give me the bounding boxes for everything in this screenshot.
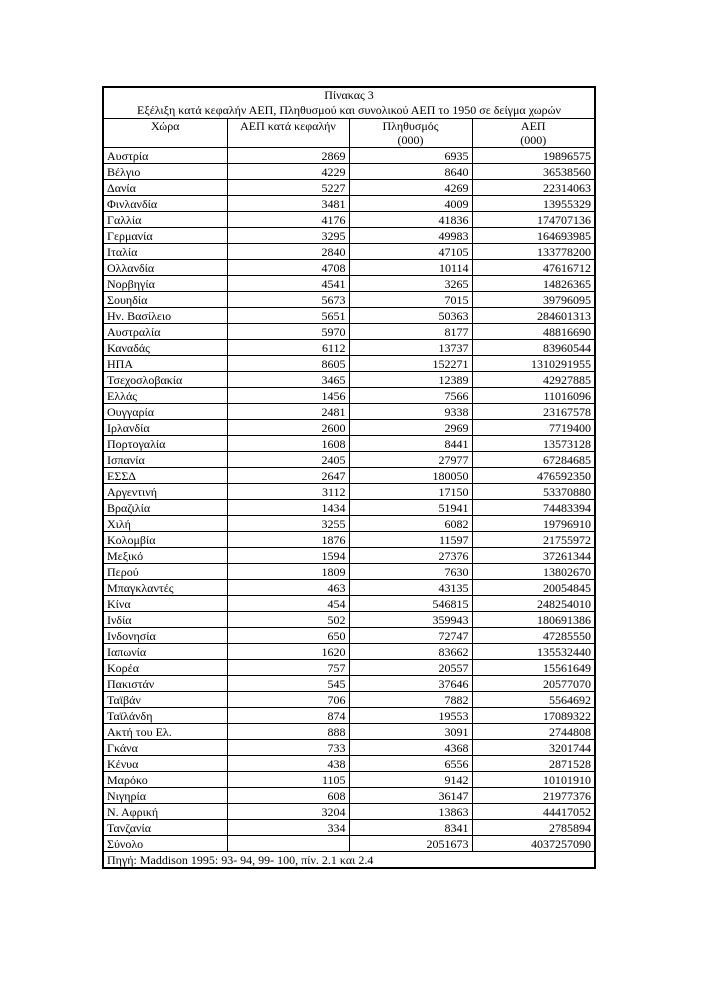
table-row	[103, 532, 595, 548]
population-cell: 27376	[349, 548, 472, 564]
gdp-cell: 44417052	[472, 804, 595, 820]
country-cell: Ισπανία	[103, 452, 227, 468]
total-gdp: 4037257090	[472, 836, 595, 852]
country-cell: Γκάνα	[103, 740, 227, 756]
gdp-cell: 83960544	[472, 340, 595, 356]
population-cell: 3265	[349, 276, 472, 292]
gdp-per-capita-cell: 2600	[227, 420, 349, 436]
country-cell: Γερμανία	[103, 228, 227, 244]
table-row	[103, 516, 595, 532]
population-cell: 72747	[349, 628, 472, 644]
table-caption-row	[103, 87, 595, 119]
population-cell: 2969	[349, 420, 472, 436]
gdp-per-capita-cell: 5227	[227, 180, 349, 196]
table-row	[103, 756, 595, 772]
header-gdp-per-capita: ΑΕΠ κατά κεφαλήν	[227, 119, 349, 148]
table-row	[103, 452, 595, 468]
country-cell: Νιγηρία	[103, 788, 227, 804]
gdp-per-capita-cell: 1105	[227, 772, 349, 788]
gdp-per-capita-cell: 2647	[227, 468, 349, 484]
population-cell: 359943	[349, 612, 472, 628]
population-cell: 13737	[349, 340, 472, 356]
country-cell: Κολομβία	[103, 532, 227, 548]
gdp-cell: 48816690	[472, 324, 595, 340]
gdp-cell: 10101910	[472, 772, 595, 788]
table-row	[103, 324, 595, 340]
country-cell: Νορβηγία	[103, 276, 227, 292]
gdp-cell: 13955329	[472, 196, 595, 212]
gdp-cell: 284601313	[472, 308, 595, 324]
gdp-cell: 19896575	[472, 148, 595, 164]
gdp-cell: 13802670	[472, 564, 595, 580]
table-row	[103, 644, 595, 660]
gdp-cell: 67284685	[472, 452, 595, 468]
table-row	[103, 692, 595, 708]
gdp-cell: 1310291955	[472, 356, 595, 372]
table-row	[103, 164, 595, 180]
gdp-per-capita-cell: 757	[227, 660, 349, 676]
total-population: 2051673	[349, 836, 472, 852]
table-row	[103, 660, 595, 676]
gdp-cell: 133778200	[472, 244, 595, 260]
table-row	[103, 708, 595, 724]
gdp-cell: 20577070	[472, 676, 595, 692]
country-cell: Μεξικό	[103, 548, 227, 564]
gdp-cell: 11016096	[472, 388, 595, 404]
country-cell: Κίνα	[103, 596, 227, 612]
header-gdp-unit: (000)	[520, 133, 547, 147]
gdp-population-table	[102, 86, 596, 869]
gdp-per-capita-cell: 5651	[227, 308, 349, 324]
table-caption	[103, 87, 595, 119]
header-population-label: Πληθυσμός	[382, 119, 439, 133]
population-cell: 27977	[349, 452, 472, 468]
table-row	[103, 308, 595, 324]
population-cell: 7015	[349, 292, 472, 308]
gdp-per-capita-cell: 2481	[227, 404, 349, 420]
header-population-unit: (000)	[397, 133, 424, 147]
source-note: Πηγή: Maddison 1995: 93- 94, 99- 100, πίν. 2.1 και 2.4	[103, 852, 595, 869]
gdp-per-capita-cell: 463	[227, 580, 349, 596]
gdp-per-capita-cell: 2405	[227, 452, 349, 468]
gdp-per-capita-cell: 1456	[227, 388, 349, 404]
table-row	[103, 196, 595, 212]
population-cell: 12389	[349, 372, 472, 388]
population-cell: 10114	[349, 260, 472, 276]
country-cell: Ιταλία	[103, 244, 227, 260]
gdp-cell: 47616712	[472, 260, 595, 276]
country-cell: Καναδάς	[103, 340, 227, 356]
gdp-cell: 47285550	[472, 628, 595, 644]
table-row	[103, 740, 595, 756]
table-row	[103, 548, 595, 564]
table-row	[103, 212, 595, 228]
table-subtitle: Εξέλιξη κατά κεφαλήν ΑΕΠ, Πληθυσμού και συνολικού ΑΕΠ το 1950 σε δείγμα χωρών	[137, 103, 561, 117]
table-row	[103, 500, 595, 516]
country-cell: Φινλανδία	[103, 196, 227, 212]
gdp-cell: 164693985	[472, 228, 595, 244]
gdp-per-capita-cell: 2840	[227, 244, 349, 260]
gdp-per-capita-cell: 545	[227, 676, 349, 692]
country-cell: Αυστρία	[103, 148, 227, 164]
gdp-per-capita-cell: 3112	[227, 484, 349, 500]
gdp-cell: 37261344	[472, 548, 595, 564]
table-row	[103, 244, 595, 260]
table-body	[103, 148, 595, 836]
table-row	[103, 596, 595, 612]
population-cell: 47105	[349, 244, 472, 260]
country-cell: Μπαγκλαντές	[103, 580, 227, 596]
gdp-per-capita-cell: 334	[227, 820, 349, 836]
gdp-cell: 53370880	[472, 484, 595, 500]
population-cell: 83662	[349, 644, 472, 660]
gdp-per-capita-cell: 2869	[227, 148, 349, 164]
gdp-per-capita-cell: 3465	[227, 372, 349, 388]
population-cell: 9142	[349, 772, 472, 788]
gdp-cell: 2785894	[472, 820, 595, 836]
gdp-cell: 2871528	[472, 756, 595, 772]
table-row	[103, 180, 595, 196]
gdp-per-capita-cell: 706	[227, 692, 349, 708]
gdp-cell: 17089322	[472, 708, 595, 724]
table-row	[103, 292, 595, 308]
table-row	[103, 804, 595, 820]
table-row	[103, 276, 595, 292]
population-cell: 20557	[349, 660, 472, 676]
table-row	[103, 772, 595, 788]
gdp-per-capita-cell: 5673	[227, 292, 349, 308]
header-gdp	[472, 119, 595, 148]
population-cell: 51941	[349, 500, 472, 516]
gdp-cell: 19796910	[472, 516, 595, 532]
gdp-cell: 42927885	[472, 372, 595, 388]
table-row	[103, 788, 595, 804]
gdp-cell: 74483394	[472, 500, 595, 516]
table-row	[103, 564, 595, 580]
population-cell: 50363	[349, 308, 472, 324]
country-cell: Βραζιλία	[103, 500, 227, 516]
table-title: Πίνακας 3	[324, 88, 374, 102]
gdp-per-capita-cell: 733	[227, 740, 349, 756]
population-cell: 4368	[349, 740, 472, 756]
gdp-cell: 248254010	[472, 596, 595, 612]
country-cell: Ολλανδία	[103, 260, 227, 276]
population-cell: 4269	[349, 180, 472, 196]
population-cell: 9338	[349, 404, 472, 420]
country-cell: Κένυα	[103, 756, 227, 772]
country-cell: Περού	[103, 564, 227, 580]
country-cell: ΗΠΑ	[103, 356, 227, 372]
gdp-cell: 39796095	[472, 292, 595, 308]
country-cell: Πακιστάν	[103, 676, 227, 692]
table-row	[103, 372, 595, 388]
table-row	[103, 484, 595, 500]
country-cell: Ν. Αφρική	[103, 804, 227, 820]
gdp-per-capita-cell: 608	[227, 788, 349, 804]
gdp-per-capita-cell: 502	[227, 612, 349, 628]
gdp-per-capita-cell: 888	[227, 724, 349, 740]
gdp-per-capita-cell: 5970	[227, 324, 349, 340]
gdp-per-capita-cell: 1608	[227, 436, 349, 452]
gdp-per-capita-cell: 438	[227, 756, 349, 772]
table-row	[103, 340, 595, 356]
gdp-per-capita-cell: 6112	[227, 340, 349, 356]
table-row	[103, 628, 595, 644]
country-cell: Ιαπωνία	[103, 644, 227, 660]
population-cell: 7630	[349, 564, 472, 580]
gdp-cell: 22314063	[472, 180, 595, 196]
gdp-cell: 135532440	[472, 644, 595, 660]
gdp-cell: 36538560	[472, 164, 595, 180]
country-cell: Ουγγαρία	[103, 404, 227, 420]
gdp-per-capita-cell: 3295	[227, 228, 349, 244]
country-cell: Βέλγιο	[103, 164, 227, 180]
gdp-per-capita-cell: 8605	[227, 356, 349, 372]
table-row	[103, 820, 595, 836]
country-cell: Ακτή του Ελ.	[103, 724, 227, 740]
gdp-per-capita-cell: 874	[227, 708, 349, 724]
population-cell: 8341	[349, 820, 472, 836]
gdp-per-capita-cell: 4541	[227, 276, 349, 292]
table-row	[103, 356, 595, 372]
country-cell: Τσεχοσλοβακία	[103, 372, 227, 388]
population-cell: 6556	[349, 756, 472, 772]
table-row	[103, 676, 595, 692]
country-cell: Ην. Βασίλειο	[103, 308, 227, 324]
gdp-cell: 21977376	[472, 788, 595, 804]
population-cell: 7566	[349, 388, 472, 404]
country-cell: Γαλλία	[103, 212, 227, 228]
population-cell: 8640	[349, 164, 472, 180]
population-cell: 17150	[349, 484, 472, 500]
gdp-cell: 14826365	[472, 276, 595, 292]
gdp-per-capita-cell: 4708	[227, 260, 349, 276]
country-cell: ΕΣΣΔ	[103, 468, 227, 484]
country-cell: Αυστραλία	[103, 324, 227, 340]
country-cell: Δανία	[103, 180, 227, 196]
population-cell: 180050	[349, 468, 472, 484]
population-cell: 4009	[349, 196, 472, 212]
gdp-per-capita-cell: 3204	[227, 804, 349, 820]
population-cell: 7882	[349, 692, 472, 708]
gdp-cell: 13573128	[472, 436, 595, 452]
population-cell: 37646	[349, 676, 472, 692]
gdp-cell: 15561649	[472, 660, 595, 676]
table-row	[103, 404, 595, 420]
country-cell: Τανζανία	[103, 820, 227, 836]
population-cell: 36147	[349, 788, 472, 804]
population-cell: 152271	[349, 356, 472, 372]
table-row	[103, 260, 595, 276]
country-cell: Σουηδία	[103, 292, 227, 308]
header-gdp-label: ΑΕΠ	[520, 119, 546, 133]
gdp-cell: 7719400	[472, 420, 595, 436]
table-row	[103, 580, 595, 596]
table-row	[103, 388, 595, 404]
gdp-cell: 21755972	[472, 532, 595, 548]
country-cell: Κορέα	[103, 660, 227, 676]
table-row	[103, 148, 595, 164]
gdp-per-capita-cell: 4176	[227, 212, 349, 228]
population-cell: 6935	[349, 148, 472, 164]
gdp-cell: 23167578	[472, 404, 595, 420]
gdp-cell: 2744808	[472, 724, 595, 740]
gdp-per-capita-cell: 1876	[227, 532, 349, 548]
population-cell: 8441	[349, 436, 472, 452]
country-cell: Ινδονησία	[103, 628, 227, 644]
population-cell: 3091	[349, 724, 472, 740]
source-row	[103, 852, 595, 869]
country-cell: Αργεντινή	[103, 484, 227, 500]
table-row	[103, 228, 595, 244]
population-cell: 546815	[349, 596, 472, 612]
table-row	[103, 420, 595, 436]
country-cell: Ταϊλάνδη	[103, 708, 227, 724]
table-row	[103, 436, 595, 452]
country-cell: Ιρλανδία	[103, 420, 227, 436]
country-cell: Ελλάς	[103, 388, 227, 404]
country-cell: Χιλή	[103, 516, 227, 532]
header-population	[349, 119, 472, 148]
table-row	[103, 612, 595, 628]
country-cell: Μαρόκο	[103, 772, 227, 788]
gdp-per-capita-cell: 650	[227, 628, 349, 644]
population-cell: 49983	[349, 228, 472, 244]
total-gdp-per-capita	[227, 836, 349, 852]
gdp-per-capita-cell: 1434	[227, 500, 349, 516]
population-cell: 11597	[349, 532, 472, 548]
gdp-cell: 3201744	[472, 740, 595, 756]
country-cell: Πορτογαλία	[103, 436, 227, 452]
population-cell: 6082	[349, 516, 472, 532]
gdp-per-capita-cell: 1620	[227, 644, 349, 660]
gdp-per-capita-cell: 4229	[227, 164, 349, 180]
population-cell: 19553	[349, 708, 472, 724]
population-cell: 13863	[349, 804, 472, 820]
country-cell: Ινδία	[103, 612, 227, 628]
table-row	[103, 724, 595, 740]
gdp-cell: 476592350	[472, 468, 595, 484]
total-row	[103, 836, 595, 852]
gdp-cell: 180691386	[472, 612, 595, 628]
gdp-cell: 5564692	[472, 692, 595, 708]
gdp-per-capita-cell: 3481	[227, 196, 349, 212]
header-country: Χώρα	[103, 119, 227, 148]
country-cell: Ταϊβάν	[103, 692, 227, 708]
population-cell: 8177	[349, 324, 472, 340]
population-cell: 41836	[349, 212, 472, 228]
gdp-per-capita-cell: 1809	[227, 564, 349, 580]
table-header-row	[103, 119, 595, 148]
gdp-per-capita-cell: 3255	[227, 516, 349, 532]
gdp-cell: 174707136	[472, 212, 595, 228]
gdp-per-capita-cell: 454	[227, 596, 349, 612]
gdp-cell: 20054845	[472, 580, 595, 596]
table-row	[103, 468, 595, 484]
gdp-per-capita-cell: 1594	[227, 548, 349, 564]
total-label: Σύνολο	[103, 836, 227, 852]
population-cell: 43135	[349, 580, 472, 596]
